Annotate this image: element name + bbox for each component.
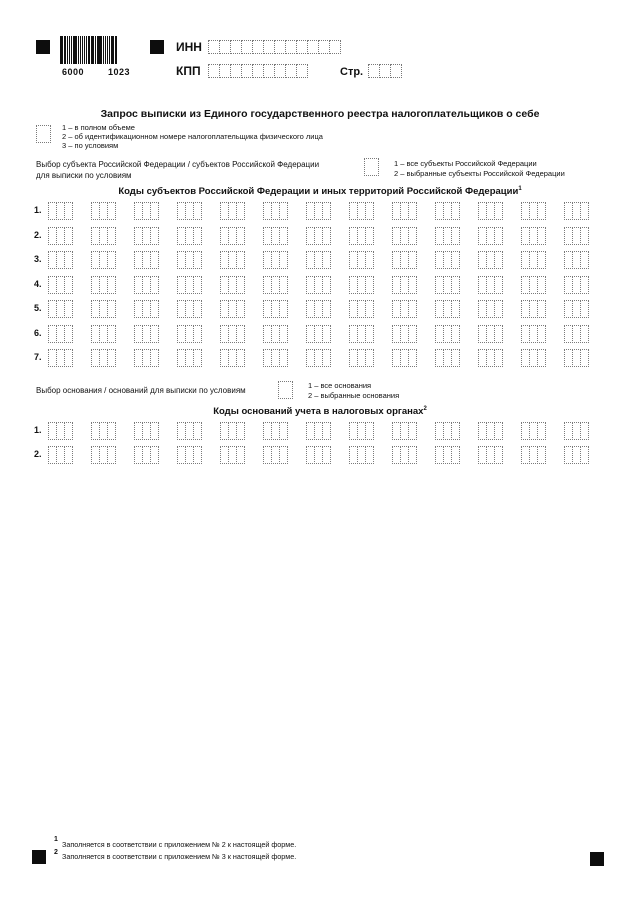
subject-code-field[interactable]	[564, 251, 588, 269]
subject-code-field[interactable]	[263, 227, 287, 245]
char-cell[interactable]	[390, 64, 402, 78]
basis-code-field[interactable]	[91, 422, 115, 440]
subject-code-field[interactable]	[48, 227, 72, 245]
basis-code-field[interactable]	[48, 422, 72, 440]
subject-code-field[interactable]	[435, 349, 459, 367]
subject-code-field[interactable]	[220, 349, 244, 367]
subject-code-field[interactable]	[134, 202, 158, 220]
subject-code-field[interactable]	[177, 251, 201, 269]
subject-code-field[interactable]	[392, 276, 416, 294]
subject-code-field[interactable]	[48, 276, 72, 294]
subject-code-field[interactable]	[435, 251, 459, 269]
subject-code-field[interactable]	[220, 202, 244, 220]
basis-code-field[interactable]	[478, 446, 502, 464]
subject-code-field[interactable]	[521, 325, 545, 343]
basis-code-field[interactable]	[564, 422, 588, 440]
scope-option-1: 1 – в полном объеме	[62, 123, 135, 132]
basis-selection-label: Выбор основания / оснований для выписки по условиям	[36, 386, 246, 395]
subject-code-field[interactable]	[564, 300, 588, 318]
subject-code-field[interactable]	[521, 202, 545, 220]
subject-code-field[interactable]	[220, 227, 244, 245]
subject-code-field[interactable]	[478, 276, 502, 294]
subject-code-field[interactable]	[91, 325, 115, 343]
footnote-2-text: Заполняется в соответствии с приложением № 3 к настоящей форме.	[62, 852, 297, 861]
subject-row-2-number: 2.	[34, 229, 42, 240]
subject-code-field[interactable]	[220, 300, 244, 318]
subject-row-4-number: 4.	[34, 278, 42, 289]
subject-code-field[interactable]	[564, 227, 588, 245]
subject-option-2: 2 – выбранные субъекты Российской Федерации	[394, 169, 565, 178]
barcode-number-left: 6000	[62, 67, 85, 77]
subject-row-5-number: 5.	[34, 303, 42, 313]
basis-code-field[interactable]	[91, 446, 115, 464]
basis-code-field[interactable]	[134, 422, 158, 440]
subject-code-field[interactable]	[263, 300, 287, 318]
form-title: Запрос выписки из Единого государственного реестра налогоплательщиков о себе	[100, 108, 540, 120]
scope-option-2: 2 – об идентификационном номере налогоплательщика физического лица	[62, 132, 323, 141]
subject-code-field[interactable]	[478, 300, 502, 318]
subject-code-field[interactable]	[134, 276, 158, 294]
subject-code-field[interactable]	[306, 349, 330, 367]
subject-code-field[interactable]	[48, 349, 72, 367]
subject-code-field[interactable]	[521, 227, 545, 245]
char-cell[interactable]	[329, 40, 341, 54]
inn-field[interactable]	[208, 40, 340, 54]
footnote-ref-1: 1	[518, 186, 522, 192]
kpp-label: КПП	[176, 64, 201, 78]
basis-code-field[interactable]	[478, 422, 502, 440]
inn-label: ИНН	[176, 40, 202, 54]
subjects-section-title: Коды субъектов Российской Федерации и иных территорий Российской Федерации$^1$	[118, 186, 522, 198]
basis-code-field[interactable]	[263, 446, 287, 464]
kpp-field[interactable]	[208, 64, 307, 78]
basis-code-field[interactable]	[177, 422, 201, 440]
basis-code-field[interactable]	[263, 422, 287, 440]
subject-code-field[interactable]	[564, 276, 588, 294]
subject-code-field[interactable]	[177, 276, 201, 294]
footnote-ref-2: 2	[423, 406, 427, 412]
subject-code-field[interactable]	[521, 300, 545, 318]
basis-code-field[interactable]	[306, 422, 330, 440]
page-label: Стр.	[340, 66, 364, 78]
subject-code-field[interactable]	[220, 276, 244, 294]
subject-code-field[interactable]	[564, 325, 588, 343]
basis-option-1: 1 – все основания	[308, 381, 372, 390]
basis-code-field[interactable]	[306, 446, 330, 464]
subject-code-field[interactable]	[91, 300, 115, 318]
subject-code-field[interactable]	[349, 300, 373, 318]
corner-marker-bottom-left	[32, 850, 46, 864]
basis-code-field[interactable]	[521, 422, 545, 440]
footnote-1-number: 1	[54, 836, 58, 843]
subject-code-field[interactable]	[349, 349, 373, 367]
subject-code-field[interactable]	[134, 251, 158, 269]
subject-code-field[interactable]	[306, 276, 330, 294]
scope-option-3: 3 – по условиям	[62, 141, 119, 150]
subject-code-field[interactable]	[435, 276, 459, 294]
basis-code-field[interactable]	[48, 446, 72, 464]
subject-code-field[interactable]	[91, 349, 115, 367]
subject-code-field[interactable]	[392, 251, 416, 269]
subject-code-field[interactable]	[349, 325, 373, 343]
subject-code-field[interactable]	[349, 251, 373, 269]
subject-code-field[interactable]	[349, 276, 373, 294]
subject-code-field[interactable]	[306, 227, 330, 245]
subject-code-field[interactable]	[263, 325, 287, 343]
basis-code-field[interactable]	[564, 446, 588, 464]
basis-code-field[interactable]	[220, 422, 244, 440]
footnote-2-number: 2	[54, 849, 58, 856]
subject-code-field[interactable]	[478, 251, 502, 269]
subject-code-field[interactable]	[435, 300, 459, 318]
scope-select-field[interactable]	[36, 125, 50, 143]
footnote-1-text: Заполняется в соответствии с приложением № 2 к настоящей форме.	[62, 840, 297, 849]
basis-code-field[interactable]	[521, 446, 545, 464]
subject-code-field[interactable]	[521, 276, 545, 294]
subject-code-field[interactable]	[263, 349, 287, 367]
subject-select-field[interactable]	[364, 158, 378, 176]
subject-code-field[interactable]	[306, 251, 330, 269]
basis-option-2: 2 – выбранные основания	[308, 391, 400, 400]
subject-code-field[interactable]	[306, 325, 330, 343]
subject-code-field[interactable]	[48, 325, 72, 343]
subject-code-field[interactable]	[220, 325, 244, 343]
subject-code-field[interactable]	[134, 300, 158, 318]
subject-selection-label-line2: для выписки по условиям	[36, 171, 132, 180]
subject-code-field[interactable]	[564, 349, 588, 367]
basis-code-field[interactable]	[177, 446, 201, 464]
subject-code-field[interactable]	[134, 227, 158, 245]
basis-select-field[interactable]	[278, 381, 292, 399]
corner-marker-top-center	[150, 40, 164, 54]
subject-code-field[interactable]	[521, 349, 545, 367]
subject-code-field[interactable]	[91, 202, 115, 220]
basis-code-field[interactable]	[220, 446, 244, 464]
subject-code-field[interactable]	[521, 251, 545, 269]
subject-code-field[interactable]	[177, 202, 201, 220]
basis-row-1-number: 1.	[34, 425, 42, 435]
subject-code-field[interactable]	[392, 227, 416, 245]
basis-code-field[interactable]	[349, 422, 373, 440]
corner-marker-bottom-right	[590, 852, 604, 866]
subject-code-field[interactable]	[349, 227, 373, 245]
subject-code-field[interactable]	[435, 227, 459, 245]
subject-code-field[interactable]	[91, 276, 115, 294]
subject-code-field[interactable]	[134, 349, 158, 367]
subject-code-field[interactable]	[177, 349, 201, 367]
subject-code-field[interactable]	[177, 325, 201, 343]
subject-code-field[interactable]	[220, 251, 244, 269]
subject-code-field[interactable]	[392, 349, 416, 367]
subject-code-field[interactable]	[177, 300, 201, 318]
subject-code-field[interactable]	[392, 202, 416, 220]
subject-code-field[interactable]	[263, 202, 287, 220]
subject-code-field[interactable]	[306, 202, 330, 220]
subject-selection-label-line1: Выбор субъекта Российской Федерации / субъектов Российской Федерации	[36, 160, 320, 169]
subject-code-field[interactable]	[478, 227, 502, 245]
subject-code-field[interactable]	[48, 202, 72, 220]
subject-code-field[interactable]	[478, 349, 502, 367]
basis-code-field[interactable]	[134, 446, 158, 464]
subject-code-field[interactable]	[478, 202, 502, 220]
subject-code-field[interactable]	[478, 325, 502, 343]
subject-code-field[interactable]	[349, 202, 373, 220]
basis-section-title: Коды оснований учета в налоговых органах$^2$	[213, 406, 427, 418]
subject-code-field[interactable]	[263, 251, 287, 269]
basis-code-field[interactable]	[435, 446, 459, 464]
subject-code-field[interactable]	[48, 300, 72, 318]
subject-code-field[interactable]	[435, 325, 459, 343]
basis-code-field[interactable]	[392, 422, 416, 440]
subject-code-field[interactable]	[392, 325, 416, 343]
corner-marker-top-left	[36, 40, 50, 54]
basis-code-field[interactable]	[349, 446, 373, 464]
barcode-image	[60, 36, 140, 64]
subject-code-field[interactable]	[564, 202, 588, 220]
subject-option-1: 1 – все субъекты Российской Федерации	[394, 159, 537, 168]
subject-row-1-number: 1.	[34, 205, 42, 215]
char-cell[interactable]	[296, 64, 308, 78]
subject-code-field[interactable]	[306, 300, 330, 318]
subject-code-field[interactable]	[177, 227, 201, 245]
subject-code-field[interactable]	[435, 202, 459, 220]
subject-code-field[interactable]	[263, 276, 287, 294]
barcode-number-right: 1023	[108, 67, 131, 77]
basis-code-field[interactable]	[435, 422, 459, 440]
subject-code-field[interactable]	[134, 325, 158, 343]
basis-row-2-number: 2.	[34, 449, 42, 459]
subject-code-field[interactable]	[91, 251, 115, 269]
subject-row-6-number: 6.	[34, 327, 42, 338]
subject-row-7-number: 7.	[34, 352, 42, 362]
subject-code-field[interactable]	[91, 227, 115, 245]
page-number-field[interactable]	[368, 64, 401, 78]
subject-row-3-number: 3.	[34, 254, 42, 264]
basis-code-field[interactable]	[392, 446, 416, 464]
subject-code-field[interactable]	[392, 300, 416, 318]
subject-code-field[interactable]	[48, 251, 72, 269]
